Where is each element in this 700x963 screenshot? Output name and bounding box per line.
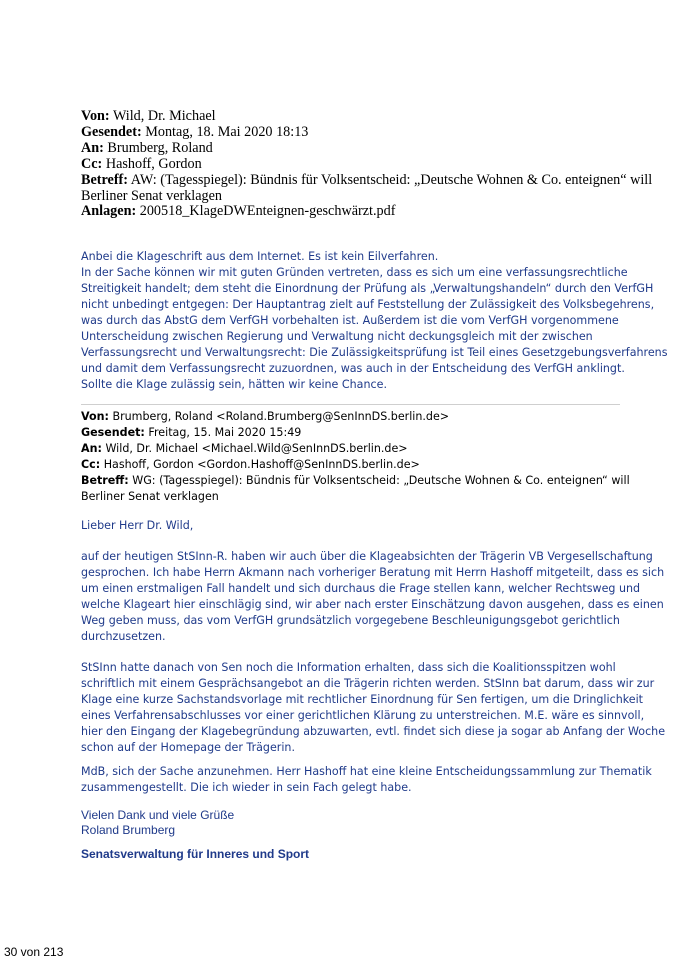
body-line: StSInn hatte danach von Sen noch die Information erhalten, dass sich die Koalitionsspitzen wohl — [81, 661, 616, 674]
sent-value: Montag, 18. Mai 2020 18:13 — [145, 123, 309, 140]
page-number: 30 von 213 — [4, 945, 64, 959]
reply-line: und damit dem Verfassungsrecht zuzuordnen, was auch in der Entscheidung des VerfGH anklingt. — [81, 362, 625, 375]
fwd-subject-label: Betreff: — [81, 474, 129, 487]
cc-value: Hashoff, Gordon — [105, 155, 202, 172]
body-line: MdB, sich der Sache anzunehmen. Herr Hashoff hat eine kleine Entscheidungssammlung zur Thematik — [81, 765, 652, 778]
reply-line: was durch das AbstG dem VerfGH vorbehalten ist. Außerdem ist die vom VerfGH vorgenommene — [81, 314, 619, 327]
body-line: hier den Eingang der Klagebegründung abzuwarten, evtl. findet sich diese ja sogar ab Anfang der Woche — [81, 725, 666, 738]
body-line: Klage eine kurze Sachstandsvorlage mit rechtlicher Einordnung für Sen fertigen, um die Dringlichkeit — [81, 693, 644, 706]
paragraph-2 — [81, 660, 666, 756]
fwd-cc-label: Cc: — [81, 458, 101, 471]
fwd-subject-continuation: Berliner Senat verklagen — [81, 490, 219, 503]
fwd-sent-value: Freitag, 15. Mai 2020 15:49 — [148, 426, 302, 439]
message-divider — [81, 404, 620, 405]
reply-line: Sollte die Klage zulässig sein, hätten wir keine Chance. — [81, 378, 387, 391]
from-value: Wild, Dr. Michael — [112, 108, 216, 124]
body-line: schon auf der Homepage der Trägerin. — [81, 741, 295, 754]
header-to-row — [81, 141, 681, 157]
paragraph-1 — [81, 549, 665, 645]
reply-message — [81, 249, 668, 393]
reply-line: Verfassungsrecht und Verwaltungsrecht: Die Zulässigkeitsprüfung ist Teil eines Gesetzgebungsverfahrens — [81, 346, 668, 359]
cc-label: Cc: — [81, 155, 103, 172]
fwd-to-row — [81, 441, 641, 457]
header-cc-row — [81, 157, 681, 173]
email-header-forwarded — [81, 409, 641, 505]
subject-label: Betreff: — [81, 171, 128, 188]
sent-label: Gesendet: — [81, 123, 142, 140]
body-line: um einen erstmaligen Fall handelt und sich durchaus die Frage stellen kann, welcher Rechtsweg und — [81, 582, 641, 595]
fwd-from-row — [81, 409, 641, 425]
fwd-from-value: Brumberg, Roland <Roland.Brumberg@SenInnDS.berlin.de> — [112, 410, 450, 423]
body-line: zusammengestellt. Die ich wieder in sein Fach gelegt habe. — [81, 781, 412, 794]
header-attachment-row — [81, 204, 681, 220]
fwd-to-value: Wild, Dr. Michael <Michael.Wild@SenInnDS.berlin.de> — [105, 442, 408, 455]
reply-line: Streitigkeit handelt; dem steht die Einordnung der Prüfung als „Verwaltungshandeln“ durch den VerfGH — [81, 282, 654, 295]
fwd-cc-row — [81, 457, 641, 473]
fwd-to-label: An: — [81, 442, 102, 455]
department-name: Senatsverwaltung für Inneres und Sport — [81, 847, 310, 861]
attachment-value[interactable]: 200518_KlageDWEnteignen-geschwärzt.pdf — [139, 203, 396, 220]
subject-value: AW: (Tagesspiegel): Bündnis für Volksentscheid: „Deutsche Wohnen & Co. enteignen“ will Berliner Senat verklagen — [81, 171, 653, 204]
greeting-line: Lieber Herr Dr. Wild, — [81, 519, 194, 532]
fwd-subject-value: WG: (Tagesspiegel): Bündnis für Volksentscheid: „Deutsche Wohnen & Co. enteignen“ will — [132, 474, 630, 487]
fwd-sent-label: Gesendet: — [81, 426, 145, 439]
header-subject-row — [81, 173, 681, 205]
greeting — [81, 518, 641, 534]
closing-line: Vielen Dank und viele Grüße — [81, 808, 235, 822]
paragraph-3 — [81, 764, 652, 796]
reply-line: Anbei die Klageschrift aus dem Internet. Es ist kein Eilverfahren. — [81, 250, 439, 263]
to-label: An: — [81, 139, 104, 156]
fwd-subject-row — [81, 473, 641, 489]
attachment-label: Anlagen: — [81, 203, 137, 220]
fwd-cc-value: Hashoff, Gordon <Gordon.Hashoff@SenInnDS.berlin.de> — [103, 458, 420, 471]
fwd-sent-row — [81, 425, 641, 441]
body-line: welche Klageart hier einschlägig sind, wir aber nach erster Einschätzung davon ausgehen, dass es einen — [81, 598, 664, 611]
to-value: Brumberg, Roland — [107, 139, 213, 156]
body-line: Weg geben muss, das vom VerfGH grundsätzlich vorgegebene Beschleunigungsgebot gerichtlich — [81, 614, 620, 627]
body-line: gesprochen. Ich habe Herrn Akmann nach vorheriger Beratung mit Herrn Hashoff mitgeteilt, dass es sich — [81, 566, 665, 579]
signature — [81, 808, 481, 838]
header-sent-row — [81, 125, 681, 141]
fwd-from-label: Von: — [81, 410, 109, 423]
header-from-row — [81, 109, 681, 125]
body-line: schriftlich mit einem Gesprächsangebot an die Trägerin richten werden. StSInn bat darum, dass wir zur — [81, 677, 655, 690]
reply-line: In der Sache können wir mit guten Gründen vertreten, dass es sich um eine verfassungsrechtliche — [81, 266, 628, 279]
body-line: auf der heutigen StSInn-R. haben wir auch über die Klageabsichten der Trägerin VB Vergesellschaftung — [81, 550, 653, 563]
reply-line: Unterscheidung zwischen Regierung und Verwaltung nicht deckungsgleich mit der zwischen — [81, 330, 593, 343]
reply-line: nicht unbedingt entgegen: Der Hauptantrag zielt auf Feststellung der Zulässigkeit des Volksbegehrens, — [81, 298, 655, 311]
email-header-top — [81, 109, 681, 220]
body-line: eines Verfahrensabschlusses vor einer gerichtlichen Klärung zu unterstreichen. M.E. wäre es sinnvoll, — [81, 709, 645, 722]
body-line: durchzusetzen. — [81, 630, 166, 643]
signature-name: Roland Brumberg — [81, 823, 176, 837]
from-label: Von: — [81, 108, 110, 124]
